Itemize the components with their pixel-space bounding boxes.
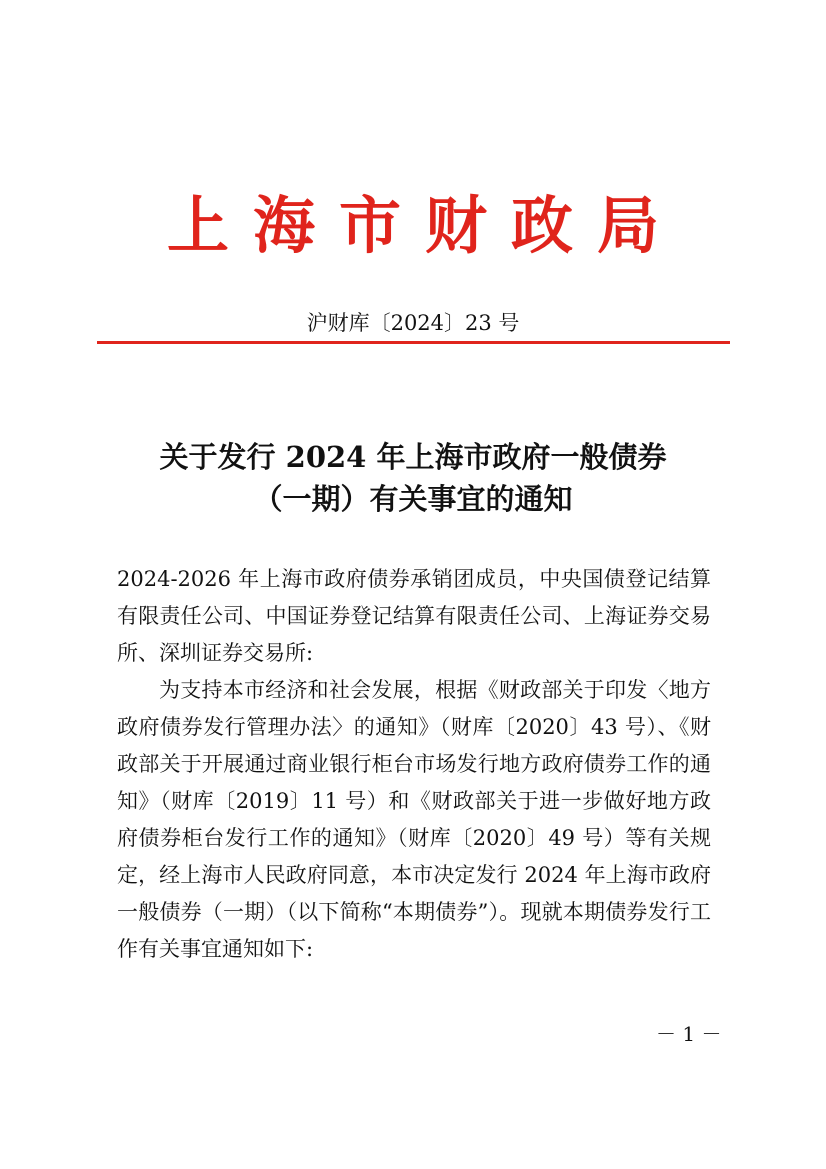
red-divider-line xyxy=(97,341,730,344)
issuer-title: 上海市财政局 xyxy=(166,189,683,262)
body-paragraph-1: 为支持本市经济和社会发展，根据《财政部关于印发〈地方政府债券发行管理办法〉的通知》（财库〔2020〕43 号）、《财政部关于开展通过商业银行柜台市场发行地方政府债券工作的通知》（财库〔2019〕11 号）和《财政部关于进一步做好地方政府债券柜台发行工作的通知》（财库〔2020〕49 号）等有关规定，经上海市人民政府同意，本市决定发行 2024 年上海市政府一般债券（一期）（以下简称“本期债券”）。现就本期债券发行工作有关事宜通知如下: xyxy=(117,678,711,961)
notice-title-line2: （一期）有关事宜的通知 xyxy=(253,482,573,516)
addressee-paragraph: 2024-2026 年上海市政府债券承销团成员，中央国债登记结算有限责任公司、中国证券登记结算有限责任公司、上海证券交易所、深圳证券交易所: xyxy=(117,567,711,665)
document-number: 沪财库〔2024〕23 号 xyxy=(306,311,520,335)
notice-body xyxy=(117,561,711,968)
notice-title xyxy=(0,436,826,520)
page-number: － 1 － xyxy=(656,1022,722,1046)
notice-title-line1: 关于发行 2024 年上海市政府一般债券 xyxy=(159,440,667,474)
